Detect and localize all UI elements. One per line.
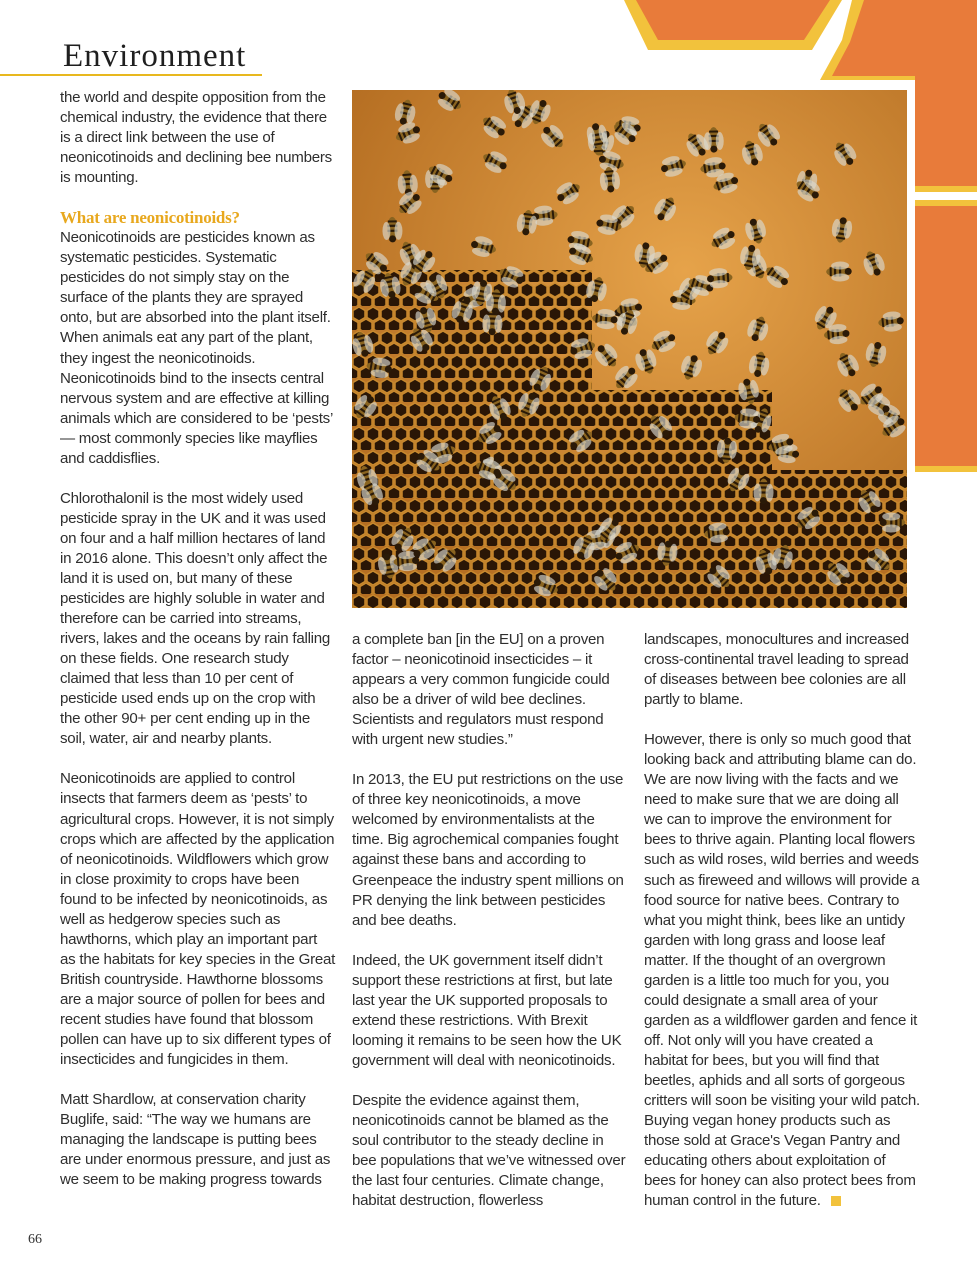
honeybee-icon — [352, 90, 907, 608]
paragraph: Matt Shardlow, at conservation charity Buglife, said: “The way we humans are managing the landscape is putting bees are under enormous pressure, and just as we seem to be making progress towards — [60, 1091, 331, 1189]
paragraph: a complete ban [in the EU] on a proven factor – neonicotinoid insecticides – it appears a very common fungicide could also be a driver of wild bee declines. Scientists and regulators must respond with urgent new studies.” — [352, 631, 610, 749]
paragraph: the world and despite opposition from the chemical industry, the evidence that there is a direct link between the use of neonicotinoids and declining bee numbers is mounting. — [60, 89, 332, 187]
paragraph — [644, 730, 920, 1211]
title-rule — [0, 74, 262, 76]
subheading-neonicotinoids: What are neonicotinoids? — [60, 208, 240, 228]
paragraph: In 2013, the EU put restrictions on the use of three key neonicotinoids, a move welcomed by environmentalists at the time. Big agrochemical companies fought against these bans and according to Greenpeace the industry spent millions on PR denying the link between pesticides and bee deaths. — [352, 771, 624, 929]
paragraph: Chlorothalonil is the most widely used pesticide spray in the UK and it was used on four and a half million hectares of land in 2016 alone. This doesn’t only affect the land it is used on, but many of these pesticides are highly soluble in water and therefore can be carried into streams, rivers, lakes and the oceans by rain falling on these fields. One research study claimed that less than 10 per cent of pesticide used ends up on the crop with the other 90+ per cent ending up in the soil, water, air and nearby plants. — [60, 489, 331, 748]
column-1 — [60, 88, 336, 1210]
paragraph: Indeed, the UK government itself didn’t support these restrictions at first, but late last year the UK supported proposals to extend these restrictions. With Brexit looming it remains to be seen how the UK government will deal with neonicotinoids. — [352, 951, 622, 1069]
column-2 — [352, 630, 628, 1231]
paragraph: Neonicotinoids are pesticides known as systematic pesticides. Systematic pesticides do not simply stay on the surface of the plants they are sprayed onto, but are absorbed into the plant itself. When animals eat any part of the plant, they ingest the neonicotinoids. Neonicotinoids bind to the insects central nervous system and are effective at killing animals which are considered to be ‘pests’ — most commonly species like mayflies and caddisflies. — [60, 229, 333, 467]
bee-honeycomb-photo — [352, 90, 907, 608]
paragraph: Despite the evidence against them, neonicotinoids cannot be blamed as the soul contributor to the steady decline in bee populations that we’ve witnessed over the last four centuries. Climate change, habitat destruction, flowerless — [352, 1091, 626, 1210]
paragraph: landscapes, monocultures and increased cross-continental travel leading to spread of diseases between bee colonies are all partly to blame. — [644, 631, 909, 709]
section-title: Environment — [63, 38, 247, 74]
column-3 — [644, 630, 920, 1231]
end-of-article-mark — [831, 1196, 841, 1206]
paragraph: Neonicotinoids are applied to control insects that farmers deem as ‘pests’ to agricultural crops. However, it is not simply crops which are affected by the application of neonicotinoids. Wildflowers which grow in close proximity to crops have been found to be infected by neonicotinoids, as well as hedgerow species such as hawthorns, which play an important part as the habitats for key species in the Great British countryside. Hawthorne blossoms are a major source of pollen for bees and recent studies have found that blossom pollen can have up to six different types of insecticides and fungicides in them. — [60, 770, 336, 1069]
paragraph-text: However, there is only so much good that looking back and attributing blame can do. We are now living with the facts and we need to make sure that we are doing all we can to improve the environment for bees to thrive again. Planting local flowers such as wild roses, wild berries and weeds such as fireweed and willows will provide a food source for native bees. Contrary to what you might think, bees like an untidy garden with long grass and loose leaf matter. If the thought of an overgrown garden is a little too much for you, you could designate a small area of your garden as a wildflower garden and fence it off. Not only will you have created a habitat for bees, but you will find that beetles, aphids and all sorts of gorgeous critters will soon be visiting your wild patch. Buying vegan honey products such as those sold at Grace's Vegan Pantry and educating others about exploitation of bees for honey can also protect bees from human control in the future. — [644, 731, 920, 1210]
page-number: 66 — [28, 1232, 42, 1247]
